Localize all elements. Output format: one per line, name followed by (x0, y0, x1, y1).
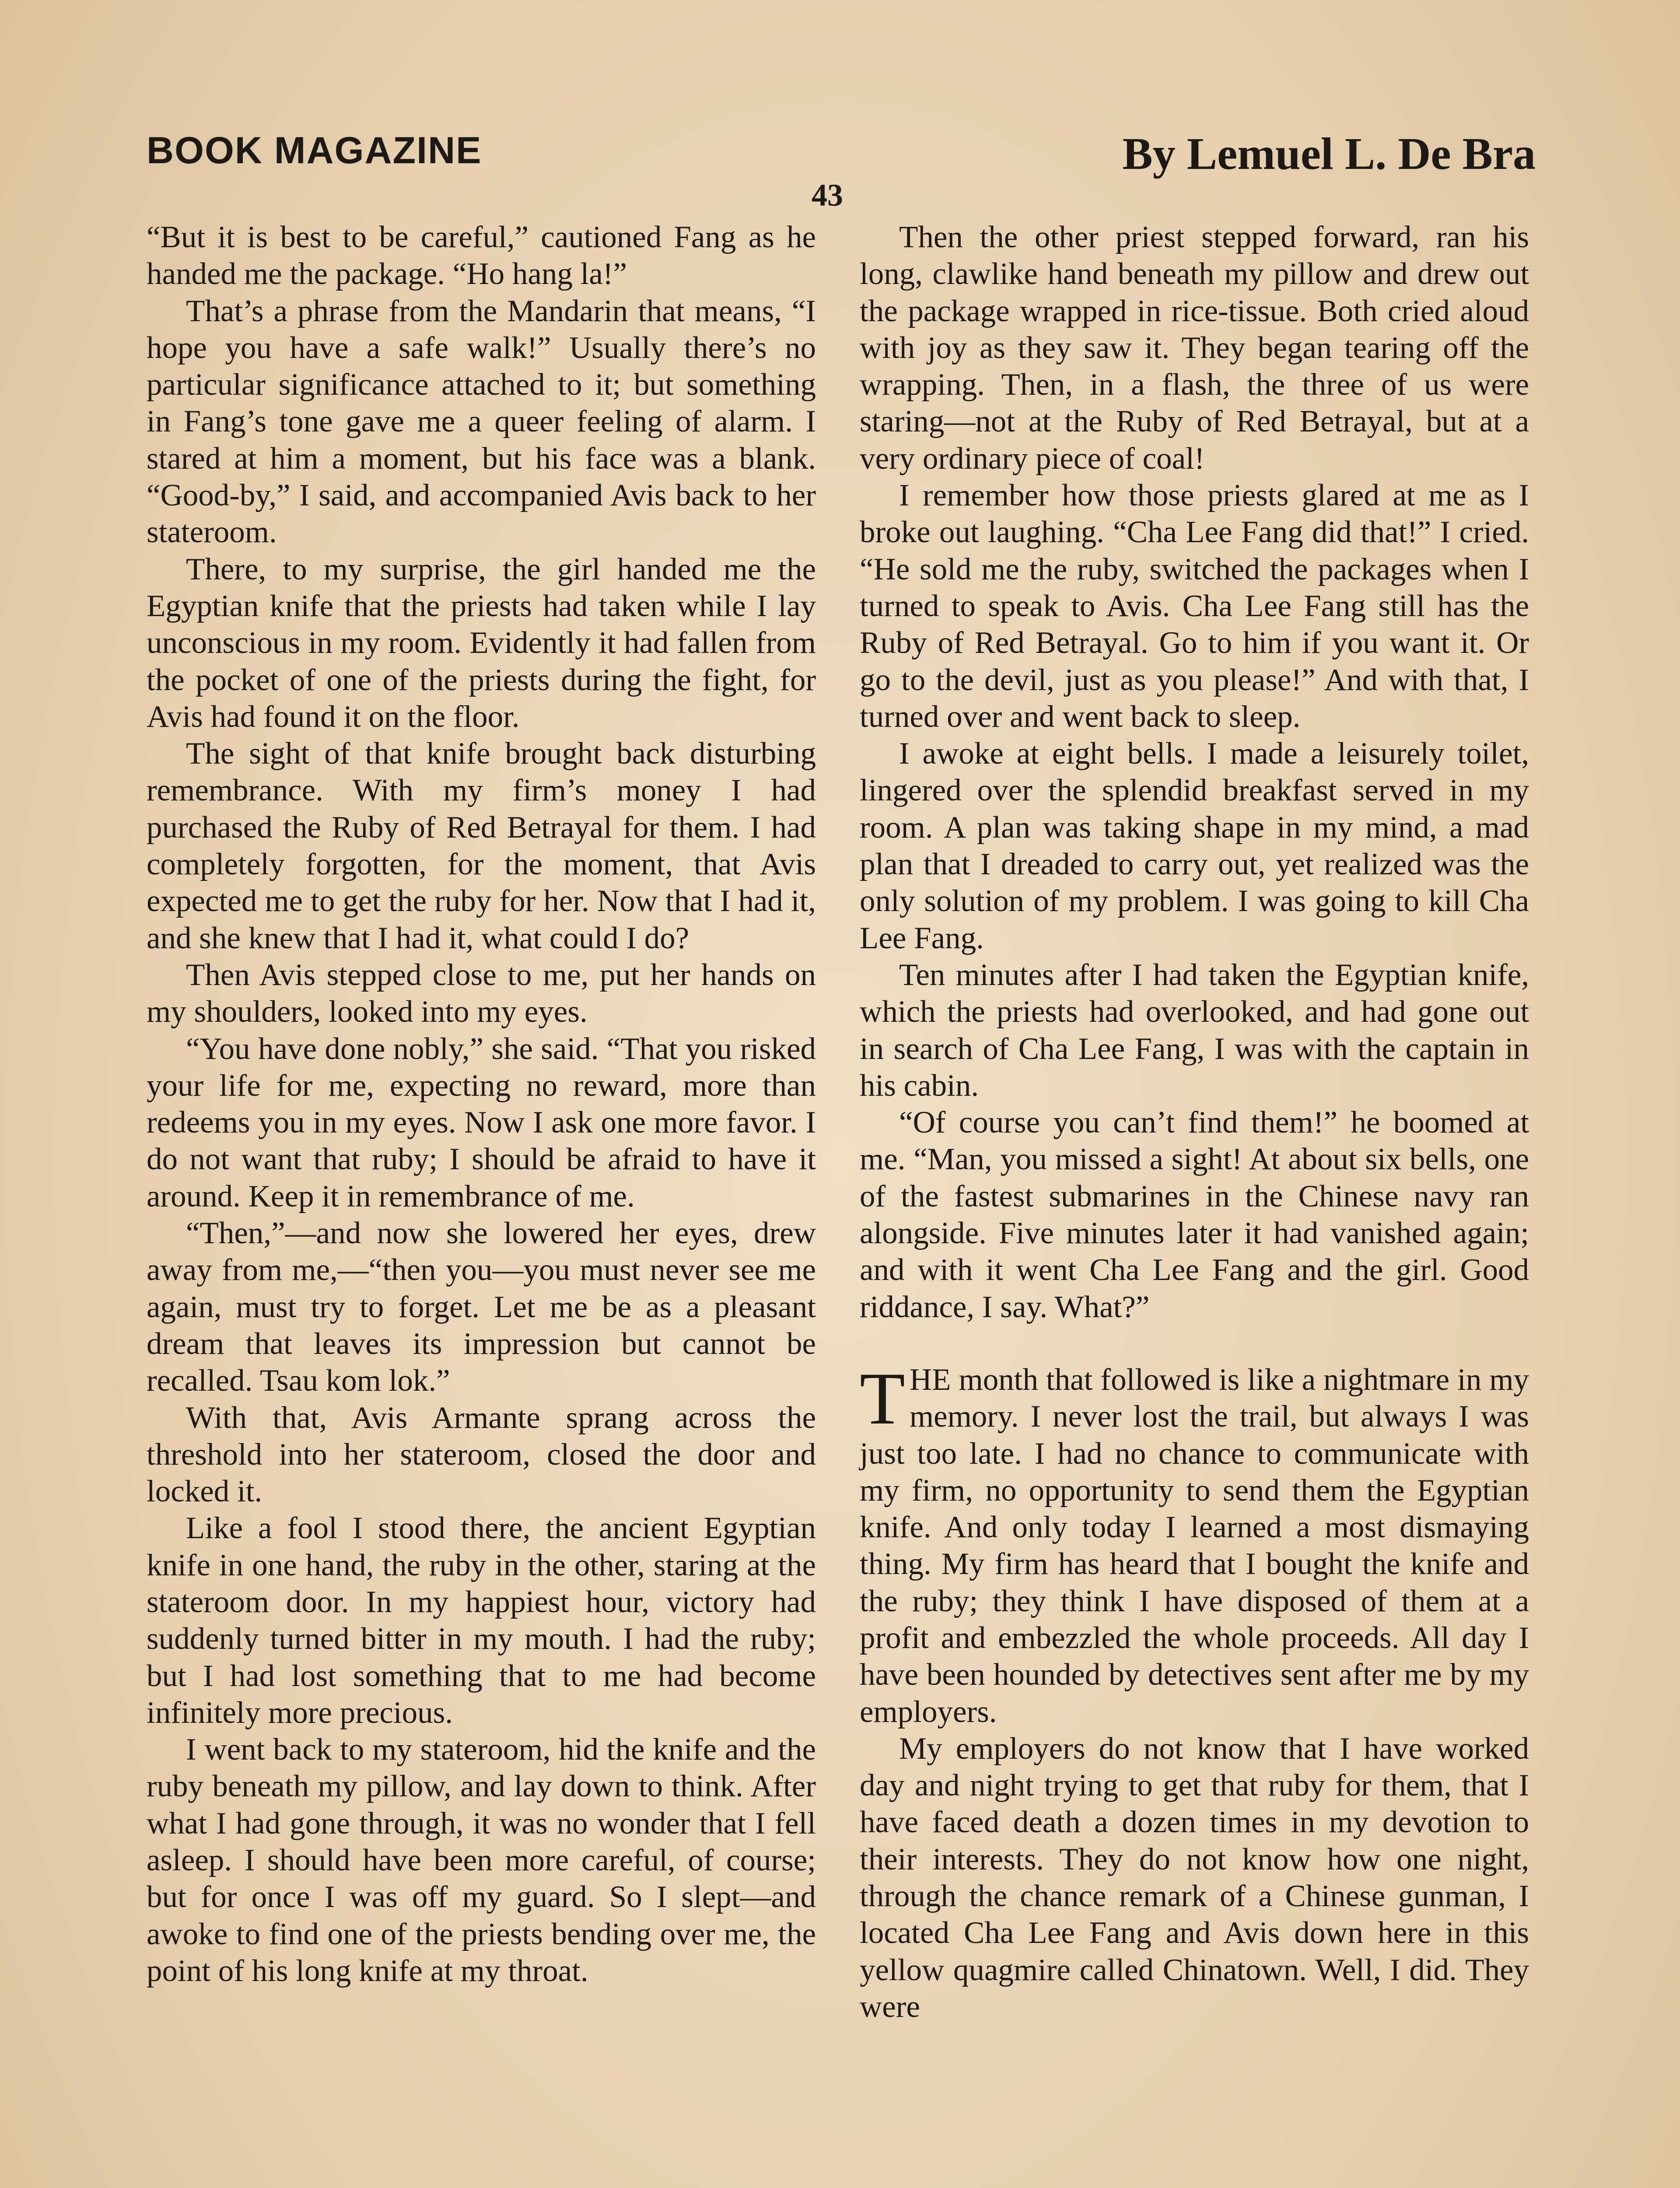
drop-cap: T (860, 1357, 905, 1440)
left-column (147, 219, 816, 1989)
page-number: 43 (812, 178, 843, 213)
paragraph: I awoke at eight bells. I made a leisurely toilet, lingered over the splendid breakfast served in my room. A plan was taking shape in my mind, a mad plan that I dreaded to carry out, yet realized was the only solution of my problem. I was going to kill Cha Lee Fang. (860, 736, 1529, 955)
paragraph: That’s a phrase from the Mandarin that means, “I hope you have a safe walk!” Usually there’s no particular significance attached to it; but something in Fang’s tone gave me a queer feeling of alarm. I stared at him a moment, but his face was a blank. “Good-by,” I said, and accompanied Avis back to her stateroom. (147, 294, 816, 550)
paragraph: “Then,”—and now she lowered her eyes, drew away from me,—“then you—you must never see me again, must try to forget. Let me be as a pleasant dream that leaves its impression but cannot be recalled. Tsau kom lok.” (147, 1216, 816, 1398)
section-opening-paragraph (860, 1357, 1529, 1730)
magazine-title: BOOK MAGAZINE (147, 130, 482, 172)
paragraph: “Of course you can’t find them!” he boomed at me. “Man, you missed a sight! At about six bells, one of the fastest submarines in the Chinese navy ran alongside. Five minutes later it had vanished again; and with it went Cha Lee Fang and the girl. Good riddance, I say. What?” (860, 1105, 1529, 1324)
section-opening-text: HE month that followed is like a nightmare in my memory. I never lost the trail, but always I was just too late. I had no chance to communicate with my firm, no opportunity to send them the Egyptian knife. And only today I learned a most dismaying thing. My firm has heard that I bought the knife and the ruby; they think I have disposed of them at a profit and embezzled the whole proceeds. All day I have been hounded by detectives sent after me by my employers. (860, 1362, 1529, 1729)
paragraph: I went back to my stateroom, hid the knife and the ruby beneath my pillow, and lay down to think. After what I had gone through, it was no wonder that I fell asleep. I should have been more careful, of course; but for once I was off my guard. So I slept—and awoke to find one of the priests bending over me, the point of his long knife at my throat. (147, 1732, 816, 1988)
paragraph: I remember how those priests glared at me as I broke out laughing. “Cha Lee Fang did that!” I cried. “He sold me the ruby, switched the packages when I turned to speak to Avis. Cha Lee Fang still has the Ruby of Red Betrayal. Go to him if you want it. Or go to the devil, just as you please!” And with that, I turned over and went back to sleep. (860, 478, 1529, 734)
paragraph: “You have done nobly,” she said. “That you risked your life for me, expecting no reward, more than redeems you in my eyes. Now I ask one more favor. I do not want that ruby; I should be afraid to have it around. Keep it in remembrance of me. (147, 1031, 816, 1213)
right-column (860, 219, 1529, 2025)
paragraph: “But it is best to be careful,” cautioned Fang as he handed me the package. “Ho hang la!” (147, 220, 816, 291)
paragraph: Then Avis stepped close to me, put her hands on my shoulders, looked into my eyes. (147, 957, 816, 1029)
paragraph: With that, Avis Armante sprang across the threshold into her stateroom, closed the door and locked it. (147, 1400, 816, 1509)
paragraph: Then the other priest stepped forward, ran his long, clawlike hand beneath my pillow and drew out the package wrapped in rice-tissue. Both cried aloud with joy as they saw it. They began tearing off the wrapping. Then, in a flash, the three of us were staring—not at the Ruby of Red Betrayal, but at a very ordinary piece of coal! (860, 220, 1529, 476)
paragraph: Ten minutes after I had taken the Egyptian knife, which the priests had overlooked, and had gone out in search of Cha Lee Fang, I was with the captain in his cabin. (860, 957, 1529, 1103)
paragraph: Like a fool I stood there, the ancient Egyptian knife in one hand, the ruby in the other, staring at the stateroom door. In my happiest hour, victory had suddenly turned bitter in my mouth. I had the ruby; but I had lost something that to me had become infinitely more precious. (147, 1511, 816, 1730)
author-byline: By Lemuel L. De Bra (1122, 129, 1536, 179)
paragraph: My employers do not know that I have worked day and night trying to get that ruby for them, that I have faced death a dozen times in my devotion to their interests. They do not know how one night, through the chance remark of a Chinese gunman, I located Cha Lee Fang and Avis down here in this yellow quagmire called Chinatown. Well, I did. They were (860, 1731, 1529, 2024)
paragraph: The sight of that knife brought back disturbing remembrance. With my firm’s money I had purchased the Ruby of Red Betrayal for them. I had completely forgotten, for the moment, that Avis expected me to get the ruby for her. Now that I had it, and she knew that I had it, what could I do? (147, 736, 816, 955)
paragraph: There, to my surprise, the girl handed me the Egyptian knife that the priests had taken while I lay unconscious in my room. Evidently it had fallen from the pocket of one of the priests during the fight, for Avis had found it on the floor. (147, 552, 816, 734)
